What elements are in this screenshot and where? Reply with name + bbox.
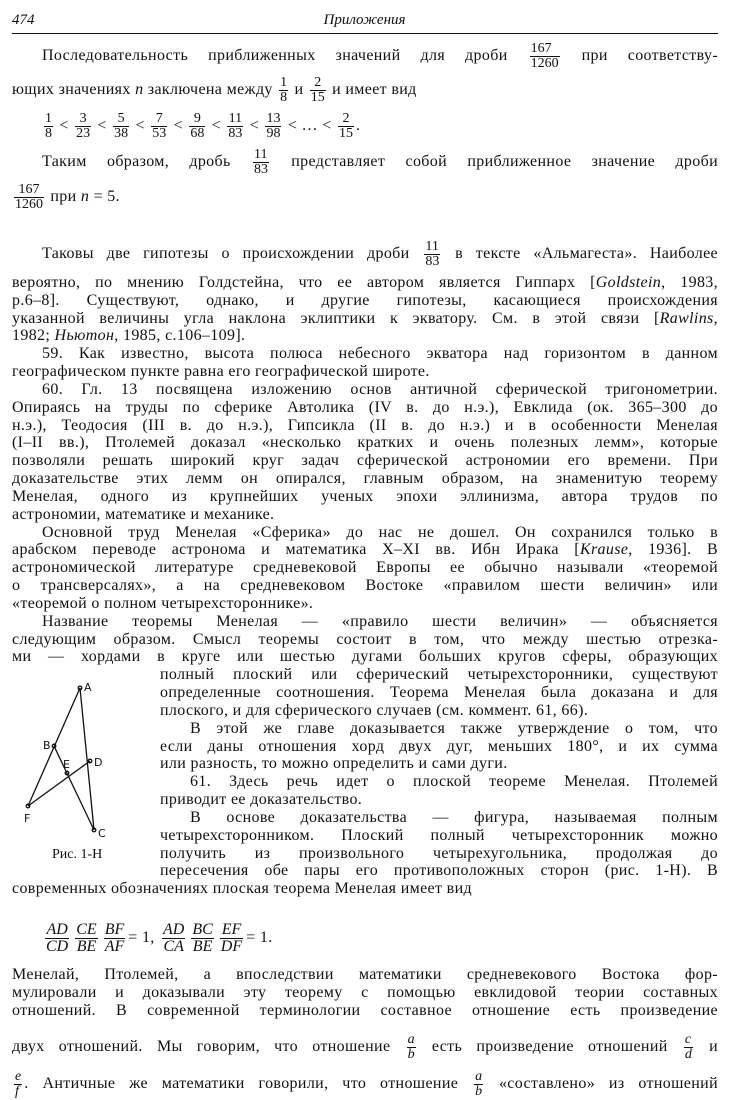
italic-text: Krause [579,541,629,559]
text-run: Менелая, одного из крупнейших ученых эпохи эллинизма, автора трудов по [12,487,718,505]
text-run: четырехсторонником. Плоский полный четырехсторонник можно [160,826,718,844]
text-run: заключена между [143,81,278,99]
denominator: 15 [310,90,325,105]
denominator: 83 [253,162,268,177]
denominator: 8 [280,90,288,105]
numerator: 11 [228,111,243,126]
text-run: в тексте «Альмагеста». Наиболее [442,245,718,263]
text-run: ми — хордами в круге или шестью дугами больших кругов сферы, образующих [12,648,718,666]
text-run: < [169,117,188,135]
menelaus-formula [42,921,273,955]
text-line [12,75,417,105]
numerator: 11 [253,147,268,162]
text-run: получить из произвольного четырехугольника, продолжая до [160,844,718,862]
text-line [12,1001,718,1021]
figure-caption: Рис. 1-Н [52,847,103,862]
denominator: BE [76,938,97,955]
text-run: < [245,117,264,135]
numerator: c [684,1032,692,1047]
denominator: 23 [76,126,91,141]
text-run: Основной труд Менелая «Сферика» до нас не дошел. Он сохранился только в [42,523,718,541]
text-run: указанной величины угла наклона эклиптики к экватору. См. в этой связи [ [12,309,660,327]
text-run: = 1. [246,929,273,947]
text-run: и [290,81,308,99]
fraction [265,112,281,141]
text-line [42,147,719,177]
numerator: 13 [266,111,281,126]
text-run: , 1936]. В [628,541,718,559]
fraction [279,76,288,105]
text-run: , [713,309,718,327]
text-run: позволяли решать широкий круг задач сферической астрономии его времени. При [12,452,718,470]
text-line [42,111,361,141]
numerator: a [407,1032,415,1047]
text-run: астрономической литературе средневековой Европы ее обычно называли «теоремой [12,559,718,577]
text-run: вероятно, по мнению Голдстейна, что ее автором является Гиппарх [ [12,274,596,291]
menelaus-quadrilateral-figure [0,670,150,845]
denominator: d [684,1047,692,1062]
text-run: , 1983, [661,274,718,291]
fraction [189,112,205,141]
text-run: пересечения обе пары его противоположных сторон (рис. 1-Н). В [160,862,718,880]
text-run: современных обозначениях плоская теорема Менелая имеет вид [12,880,472,898]
text-line [12,1032,719,1062]
text-run: Опираясь на труды по сферике Автолика (IV в. до н.э.), Евклида (ок. 365–300 до [12,398,718,416]
text-run: при соответству- [561,47,718,65]
line-bc [54,746,94,830]
text-run: определенные соотношения. Теорема Менелая была доказана и для [160,684,718,702]
fraction [424,240,440,269]
fraction [151,112,167,141]
text-run: отношений. В современной терминологии составное отношение есть произведение [12,1002,718,1019]
line-ac [80,688,94,830]
denominator: 38 [114,126,129,141]
numerator: AD [163,921,185,938]
fraction [75,922,97,955]
text-run: «теоремой о полном четырехстороннике». [12,594,314,612]
numerator: 2 [338,112,354,127]
fraction [44,112,53,141]
denominator: CD [46,938,69,955]
label-a: A [84,681,92,694]
text-run: плоского, и для сферического случаев (см. коммент. 61, 66). [160,701,589,719]
fraction [113,112,129,141]
text-run: р.6–8]. Существуют, однако, и другие гипотезы, касающиеся происхождения [12,291,718,309]
denominator: b [407,1047,415,1062]
text-run: 61. Здесь речь идет о плоской теореме Менелая. Птолемей [190,773,718,791]
fraction [162,922,185,955]
numerator: e [15,1069,22,1084]
text-run: Таковы две гипотезы о происхождении дроби [42,245,423,263]
text-run: . Античные же математики говорили, что отношение [24,1075,473,1093]
text-line [12,965,718,985]
text-run: < [207,117,226,135]
label-f: F [24,812,31,825]
label-c: C [98,827,106,840]
page-number: 474 [12,12,35,28]
fraction [530,42,560,71]
numerator: AD [46,921,68,938]
text-line [12,1069,718,1099]
denominator: 8 [45,126,52,141]
text-run: В этой же главе доказывается также утверждение о том, что [190,719,718,737]
text-run: 1982; [12,327,55,345]
label-d: D [94,756,103,769]
denominator: CA [163,938,184,955]
fraction [104,922,126,955]
text-run: двух отношений. Мы говорим, что отношение [12,1038,405,1056]
italic-text: Ньютон [54,327,115,345]
text-run: = 1, [128,929,160,947]
text-run: географическом пункте равна его географической широте. [12,363,430,381]
text-run: представляет собой приближенное значение дроби [270,153,719,171]
denominator: 68 [190,126,205,141]
text-run: Менелай, Птолемей, а впоследствии математики средневекового Востока фор- [12,966,718,983]
denominator: DF [220,938,243,955]
denominator: 98 [266,126,281,141]
text-run: , 1985, с.106–109]. [114,327,246,345]
numerator: a [475,1069,483,1084]
numerator: 1 [280,75,288,90]
text-run: Таким образом, дробь [42,153,251,171]
text-run: < [131,117,150,135]
fraction [220,922,243,955]
text-line [42,239,718,269]
text-run: (I–II вв.), Птолемей доказал «несколько кратких и очень полезных лемм», которые [12,434,718,452]
italic-text: Goldstein [595,274,662,291]
running-title: Приложения [323,12,406,28]
text-run: или разность, то можно определить и сами дуги. [160,755,508,773]
italic-text: Rawlins [659,309,714,327]
numerator: BC [192,921,213,938]
denominator: f [15,1084,19,1099]
fraction [14,1070,22,1099]
numerator: 11 [425,239,439,254]
label-b: B [43,739,51,752]
text-run: < [55,117,74,135]
italic-text: n [135,81,144,99]
text-run: н.э.), Теодосия (III в. до н.э.), Гипсикла (II в. до н.э.) и в особенности Менелая [12,416,718,434]
denominator: 83 [425,254,440,269]
text-run: . [355,117,361,135]
fraction [227,112,243,141]
fraction [45,922,69,955]
denominator: b [475,1084,483,1099]
denominator: 15 [338,126,353,141]
numerator: 9 [189,112,205,127]
fraction [191,922,213,955]
text-run: = 5. [89,188,121,206]
fraction [684,1033,693,1062]
text-line [12,983,718,1003]
header-rule [12,33,718,34]
denominator: AF [104,938,125,955]
text-run: Последовательность приближенных значений для дроби [42,47,528,65]
fraction [338,112,354,141]
label-e: E [63,758,70,771]
text-run: 60. Гл. 13 посвящена изложению основ античной сферической тригонометрии. [42,380,718,398]
text-run: ющих значениях [12,81,136,99]
numerator: 7 [151,112,167,127]
text-run: < … < [283,117,336,135]
text-line [12,182,121,212]
denominator: 53 [152,126,167,141]
fraction [14,183,44,212]
italic-text: n [80,188,90,206]
text-line [12,879,472,899]
denominator: 83 [228,126,243,141]
numerator: 5 [113,112,129,127]
numerator: BF [104,921,125,938]
fraction [253,148,269,177]
denominator: 1260 [15,197,43,212]
fraction [407,1033,416,1062]
denominator: 1260 [530,56,559,71]
numerator: 167 [14,183,44,198]
numerator: CE [76,921,97,938]
text-run: < [93,117,112,135]
text-run: астрономии, математике и механике. [12,505,275,523]
fraction [75,112,91,141]
text-run: следующим образом. Смысл теоремы состоит в том, что между шестью отрезка- [12,630,718,648]
text-run: В основе доказательства — фигура, называемая полным [190,808,718,826]
text-run: о трансверсалях», а на средневековом Востоке «правилом шести величин» или [12,577,718,595]
text-run: при [46,188,81,206]
text-run: доказательстве этих лемм он опирался, главным образом, на знаменитую теорему [12,470,718,488]
numerator: 1 [45,111,52,126]
numerator: 3 [75,112,91,127]
text-run: «составлено» из отношений [485,1075,718,1093]
text-run: 59. Как известно, высота полюса небесного экватора над горизонтом в данном [42,345,718,363]
text-run: есть произведение отношений [417,1038,682,1056]
text-line [42,41,718,71]
fraction [310,76,326,105]
text-run: если даны отношения хорд двух дуг, меньших 180°, и их сумма [160,737,718,755]
text-run: приводит ее доказательство. [160,791,363,809]
numerator: 167 [530,42,560,57]
text-run: мулировали и доказывали эту теорему с помощью евклидовой теории составных [12,984,718,1001]
text-run: Название теоремы Менелая — «правило шести величин» — объясняется [42,612,718,630]
fraction [474,1070,483,1099]
text-run: арабском переводе астронома и математика X–XI вв. Ибн Ирака [ [12,541,580,559]
numerator: 2 [310,76,326,91]
text-run: полный плоский или сферический четырехсторонники, существуют [160,666,718,684]
denominator: BE [192,938,213,955]
text-run: и имеет вид [327,81,417,99]
text-run: и [694,1038,719,1056]
numerator: EF [221,921,242,938]
